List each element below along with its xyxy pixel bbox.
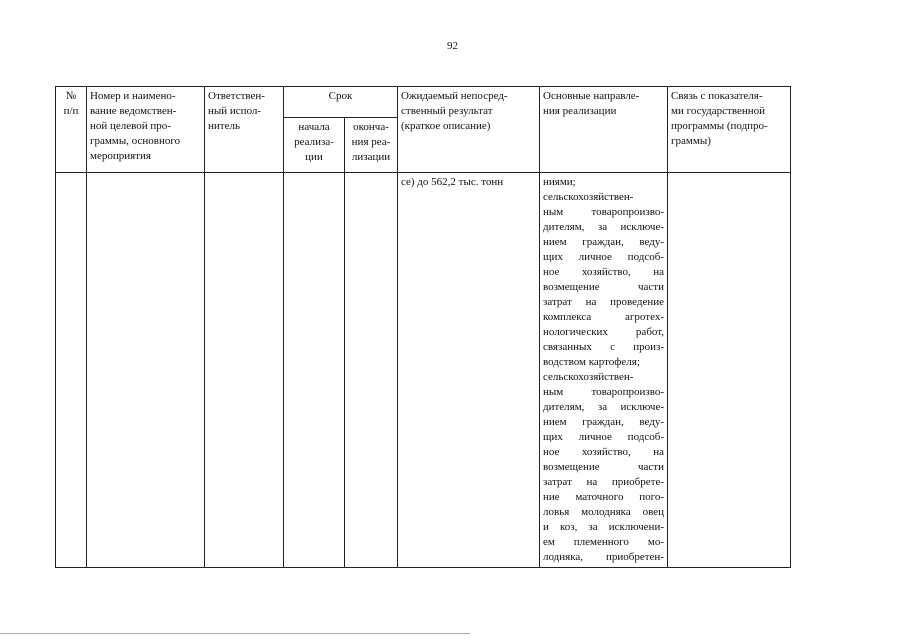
direction-text-line: ное хозяйство, на: [543, 446, 664, 458]
cell-indicator-link: [668, 173, 791, 568]
direction-text-line: затрат на приобрете-: [543, 476, 664, 488]
direction-text-line: сельскохозяйствен-: [543, 191, 634, 203]
direction-text-line: комплекса агротех-: [543, 311, 664, 323]
direction-text-line: возмещение части: [543, 461, 664, 473]
header-term: Срок: [284, 87, 398, 118]
header-term-start: начала реализа- ции: [284, 118, 345, 173]
direction-text-line: нологических работ,: [543, 326, 664, 338]
cell-term-end: [345, 173, 398, 568]
header-main-directions: Основные направле- ния реализации: [540, 87, 668, 173]
direction-text-line: ем племенного мо-: [543, 536, 664, 548]
direction-text-line: затрат на проведение: [543, 296, 664, 308]
cell-program-name: [87, 173, 205, 568]
cell-expected-result: се) до 562,2 тыс. тонн: [398, 173, 540, 568]
direction-text-line: ным товаропроизво-: [543, 386, 664, 398]
direction-text-line: дителям, за исключе-: [543, 221, 664, 233]
header-indicator-link: Связь с показателя- ми государственной программы (подпро- граммы): [668, 87, 791, 173]
header-number: № п/п: [56, 87, 87, 173]
direction-text-line: водством картофеля;: [543, 356, 640, 368]
direction-text-line: сельскохозяйствен-: [543, 371, 634, 383]
cell-number: [56, 173, 87, 568]
direction-text-line: ниями;: [543, 176, 576, 188]
direction-text-line: дителям, за исключе-: [543, 401, 664, 413]
bottom-divider: [0, 633, 470, 634]
direction-text-line: ное хозяйство, на: [543, 266, 664, 278]
direction-text-line: щих личное подсоб-: [543, 431, 664, 443]
header-executor: Ответствен- ный испол- нитель: [205, 87, 284, 173]
header-expected-result: Ожидаемый непосред- ственный результат (краткое описание): [398, 87, 540, 173]
direction-text-line: ным товаропроизво-: [543, 206, 664, 218]
direction-text-line: и коз, за исключени-: [543, 521, 664, 533]
header-program-name: Номер и наимено- вание ведомствен- ной целевой про- граммы, основного мероприятия: [87, 87, 205, 173]
cell-term-start: [284, 173, 345, 568]
program-activities-table: [55, 86, 791, 568]
direction-text-line: ние маточного пого-: [543, 491, 664, 503]
header-term-end: оконча- ния реа- лизации: [345, 118, 398, 173]
direction-text-line: нием граждан, веду-: [543, 416, 664, 428]
table-header-row: [56, 87, 791, 118]
cell-executor: [205, 173, 284, 568]
direction-text-line: щих личное подсоб-: [543, 251, 664, 263]
direction-text-line: связанных с произ-: [543, 341, 664, 353]
direction-text-line: нием граждан, веду-: [543, 236, 664, 248]
cell-main-directions: [540, 173, 668, 568]
direction-text-line: лодняка, приобретен-: [543, 551, 664, 563]
direction-text-line: возмещение части: [543, 281, 664, 293]
page-number: 92: [447, 40, 458, 52]
direction-text-line: ловья молодняка овец: [543, 506, 664, 518]
table-row: [56, 173, 791, 568]
